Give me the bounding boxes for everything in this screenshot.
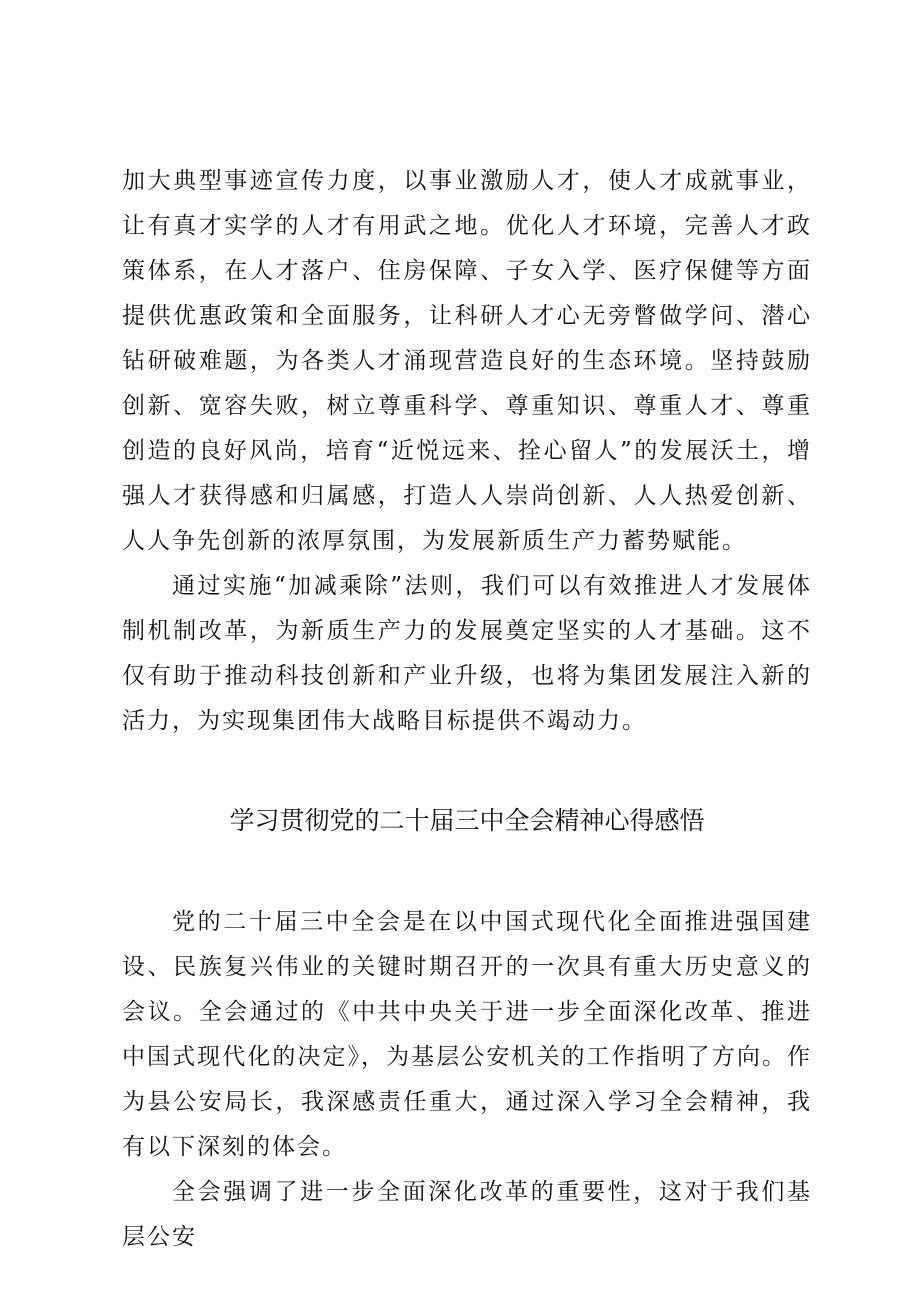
section-heading: 学习贯彻党的二十届三中全会精神心得感悟 xyxy=(229,806,705,835)
paragraph-talent-environment: 加大典型事迹宣传力度，以事业激励人才，使人才成就事业，让有真才实学的人才有用武之地。优化人才环境，完善人才政策体系，在人才落户、住房保障、子女入学、医疗保健等方面提供优惠政策和全面服务，让科研人才心无旁瞥做学问、潜心钻研破难题，为各类人才涌现营造良好的生态环境。坚持鼓励创新、宽容失败，树立尊重科学、尊重知识、尊重人才、尊重创造的良好风尚，培育“近悦远来、拴心留人”的发展沃土，增强人才获得感和归属感，打造人人崇尚创新、人人热爱创新、人人争先创新的浓厚氛围，为发展新质生产力蓄势赋能。 xyxy=(122,168,812,554)
document-body xyxy=(122,159,812,1260)
paragraph-reform-importance: 全会强调了进一步全面深化改革的重要性，这对于我们基层公安 xyxy=(122,1179,812,1250)
paragraph-rule-summary: 通过实施“加减乘除”法则，我们可以有效推进人才发展体制机制改革，为新质生产力的发展奠定坚实的人才基础。这不仅有助于推动科技创新和产业升级，也将为集团发展注入新的活力，为实现集团伟大战略目标提供不竭动力。 xyxy=(122,573,812,734)
paragraph-plenum-intro: 党的二十届三中全会是在以中国式现代化全面推进强国建设、民族复兴伟业的关键时期召开的一次具有重大历史意义的会议。全会通过的《中共中央关于进一步全面深化改革、推进中国式现代化的决定》，为基层公安机关的工作指明了方向。作为县公安局长，我深感责任重大，通过深入学习全会精神，我有以下深刻的体会。 xyxy=(122,909,812,1160)
